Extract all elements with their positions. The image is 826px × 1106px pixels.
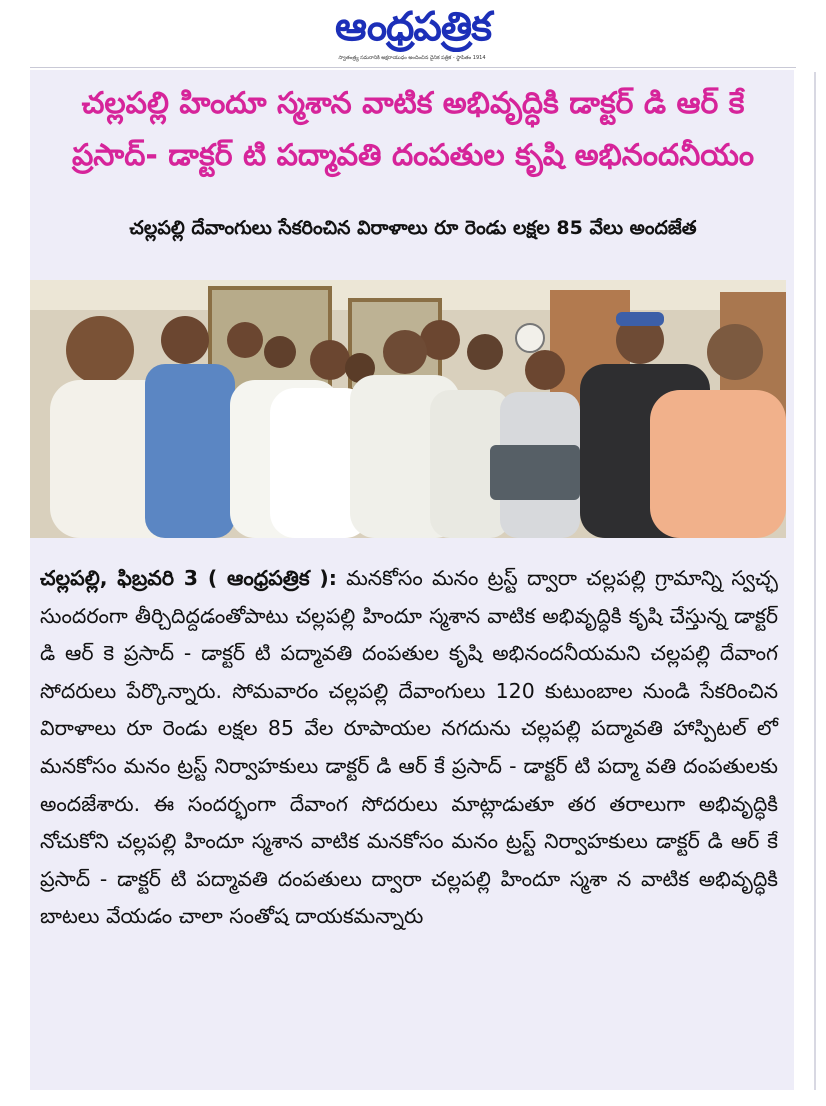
group-photo-illustration (30, 280, 786, 538)
article-body-text: మనకోసం మనం ట్రస్ట్ ద్వారా చల్లపల్లి గ్రామాన్ని స్వచ్ఛ సుందరంగా తీర్చిదిద్దడంతోపాటు చల్లపల్లి హిందూ స్మశాన వాటిక అభివృద్ధికి కృషి చేస్తున్న డాక్టర్ డి ఆర్ కె ప్రసాద్ - డాక్టర్ టి పద్మావతి దంపతుల కృషి అభినందనీయమని చల్లపల్లి దేవాంగ సోదరులు పేర్కొన్నారు. సోమవారం చల్లపల్లి దేవాంగులు 120 కుటుంబాల నుండి సేకరించిన విరాళాలు రూ రెండు లక్షల 85 వేల రూపాయల నగదును చల్లపల్లి పద్మావతి హాస్పిటల్ లో మనకోసం మనం ట్రస్ట్ నిర్వాహకులు డాక్టర్ డి ఆర్ కే ప్రసాద్ - డాక్టర్ టి పద్మా వతి దంపతులకు అందజేశారు. ఈ సందర్భంగా దేవాంగ సోదరులు మాట్లాడుతూ తర తరాలుగా అభివృద్ధికి నోచుకోని చల్లపల్లి హిందూ స్మశాన వాటిక మనకోసం మనం ట్రస్ట్ నిర్వాహకులు డాక్టర్ డి ఆర్ కే ప్రసాద్ - డాక్టర్ టి పద్మావతి దంపతులు ద్వారా చల్లపల్లి హిందూ స్మశా న వాటిక అభివృద్ధికి బాటలు వేయడం చాలా సంతోష దాయకమన్నారు (40, 566, 778, 929)
page-edge-divider (814, 72, 816, 1090)
news-photo (30, 280, 786, 538)
newspaper-logo: ఆంధ్రపత్రిక (334, 4, 492, 50)
headline-line-1: చల్లపల్లి హిందూ స్మశాన వాటిక అభివృద్ధికి డాక్టర్ డి ఆర్ కే (81, 86, 745, 121)
article-body (40, 560, 778, 936)
article-headline (40, 78, 786, 182)
masthead (0, 0, 826, 68)
headline-line-2: ప్రసాద్- డాక్టర్ టి పద్మావతి దంపతుల కృషి అభినందనీయం (71, 138, 755, 173)
masthead-tagline: స్వాతంత్ర్య సమరానికి అక్షరాయుధం అందించిన దైనిక పత్రిక - స్థాపితం 1914 (338, 55, 486, 61)
masthead-divider (30, 67, 796, 68)
article-subheadline: చల్లపల్లి దేవాంగులు సేకరించిన విరాళాలు రూ రెండు లక్షల 85 వేలు అందజేత (129, 217, 697, 239)
article-dateline: చల్లపల్లి, ఫిబ్రవరి 3 ( ఆంధ్రపత్రిక ): (40, 566, 337, 590)
